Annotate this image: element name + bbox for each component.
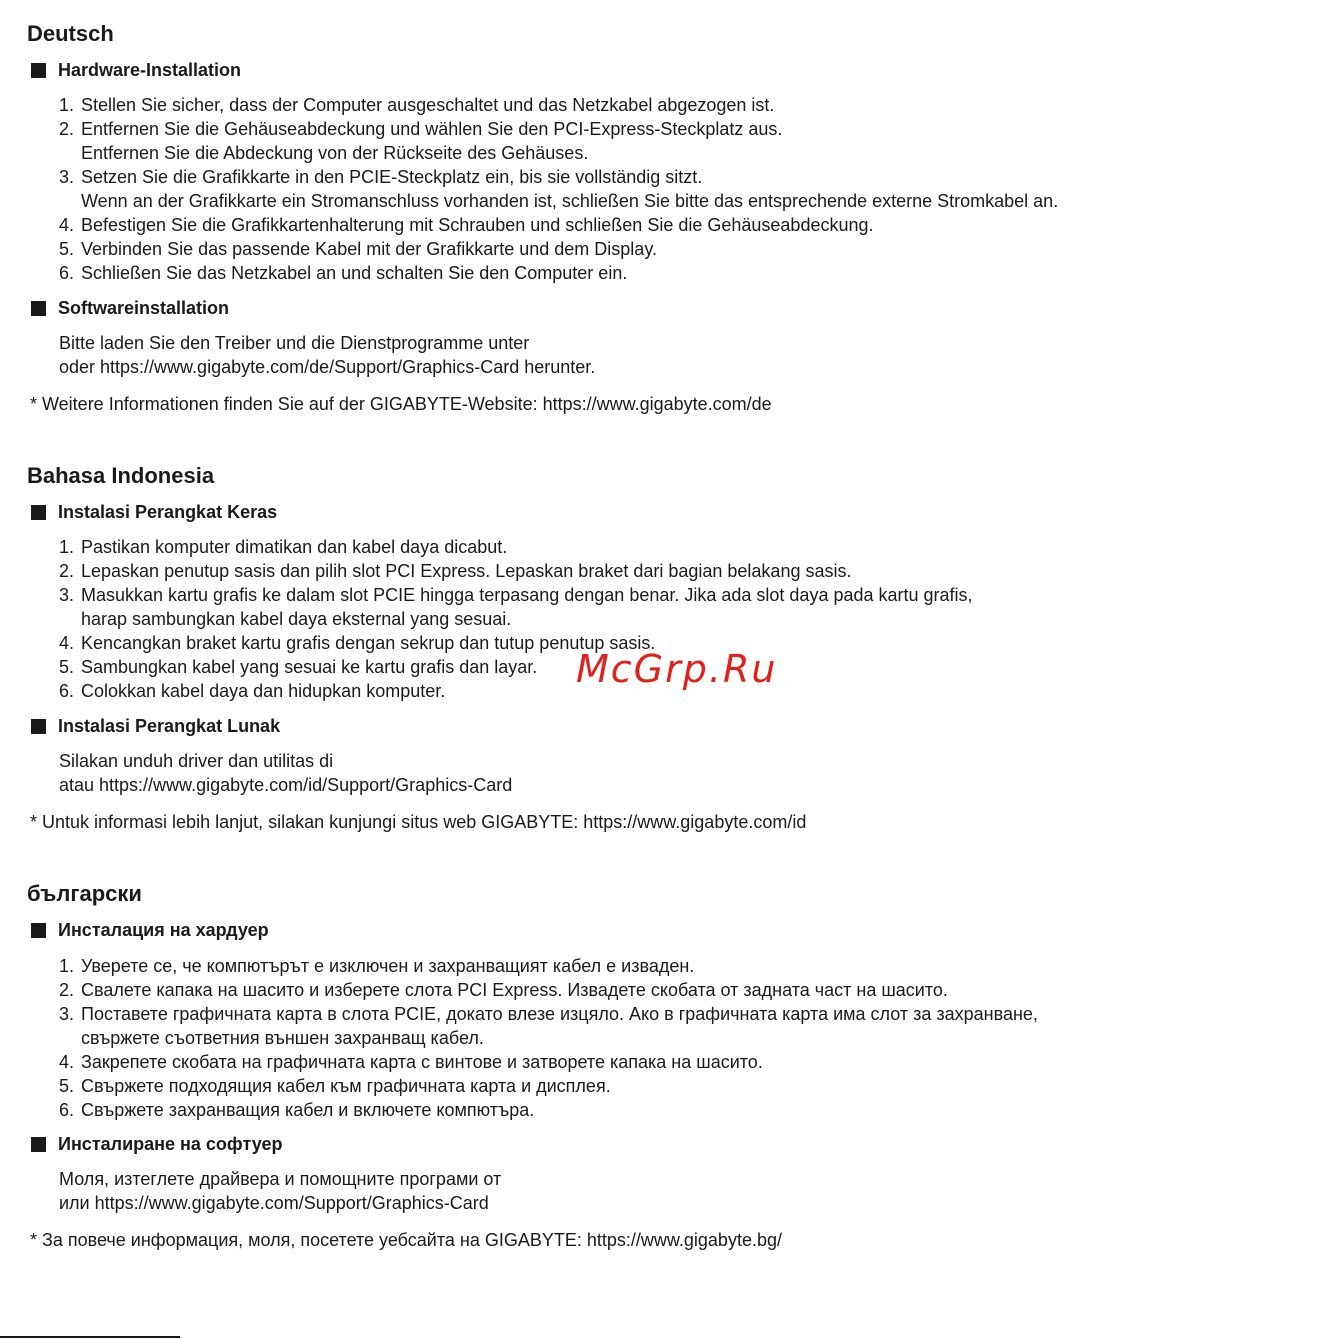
- list-item: 3. Setzen Sie die Grafikkarte in den PCIE-Steckplatz ein, bis sie vollständig sitzt.: [59, 167, 703, 187]
- software-heading: Instalasi Perangkat Lunak: [31, 716, 280, 737]
- list-item: 1. Stellen Sie sicher, dass der Computer ausgeschaltet und das Netzkabel abgezogen ist.: [59, 95, 775, 115]
- bullet-square-icon: [31, 505, 46, 520]
- software-heading: Инсталиране на софтуер: [31, 1134, 282, 1155]
- list-item: 6. Schließen Sie das Netzkabel an und schalten Sie den Computer ein.: [59, 263, 628, 283]
- list-item: 5. Sambungkan kabel yang sesuai ke kartu grafis dan layar.: [59, 657, 538, 677]
- list-item: 1. Pastikan komputer dimatikan dan kabel daya dicabut.: [59, 537, 508, 557]
- bullet-square-icon: [31, 923, 46, 938]
- list-item: 6. Colokkan kabel daya dan hidupkan komputer.: [59, 681, 446, 701]
- list-item: 3. Поставете графичната карта в слота PCIE, докато влезе изцяло. Ако в графичната карта има слот за захранване,: [59, 1004, 1038, 1024]
- list-item-continuation: harap sambungkan kabel daya eksternal yang sesuai.: [81, 609, 512, 629]
- list-item: 2. Entfernen Sie die Gehäuseabdeckung und wählen Sie den PCI-Express-Steckplatz aus.: [59, 119, 783, 139]
- hardware-heading: Инсталация на хардуер: [31, 920, 269, 941]
- footer-divider: [0, 1336, 180, 1338]
- list-item: 2. Lepaskan penutup sasis dan pilih slot PCI Express. Lepaskan braket dari bagian belakang sasis.: [59, 561, 852, 581]
- list-item: 6. Свържете захранващия кабел и включете компютъра.: [59, 1100, 535, 1120]
- list-item-continuation: Wenn an der Grafikkarte ein Stromanschluss vorhanden ist, schließen Sie bitte das entsprechende externe Stromkabel an.: [81, 191, 1059, 211]
- watermark: McGrp.Ru: [576, 647, 778, 691]
- section-title: български: [27, 881, 142, 906]
- software-text: Моля, изтеглете драйвера и помощните програми от или https://www.gigabyte.com/Support/Graphics-Card: [59, 1169, 502, 1213]
- hardware-steps: [59, 93, 1058, 285]
- list-item: 4. Закрепете скобата на графичната карта с винтове и затворете капака на шасито.: [59, 1052, 763, 1072]
- list-item: 2. Свалете капака на шасито и изберете слота PCI Express. Извадете скобата от задната част на шасито.: [59, 980, 948, 1000]
- bullet-square-icon: [31, 1137, 46, 1152]
- software-text: Bitte laden Sie den Treiber und die Dienstprogramme unter oder https://www.gigabyte.com/de/Support/Graphics-Card herunter.: [59, 333, 596, 377]
- hardware-steps: [59, 535, 973, 703]
- list-item-continuation: свържете съответния външен захранващ кабел.: [81, 1028, 484, 1048]
- list-item: 5. Свържете подходящия кабел към графичната карта и дисплея.: [59, 1076, 611, 1096]
- list-item-continuation: Entfernen Sie die Abdeckung von der Rückseite des Gehäuses.: [81, 143, 589, 163]
- hardware-heading: Hardware-Installation: [31, 60, 241, 81]
- section-title: Bahasa Indonesia: [27, 463, 215, 488]
- list-item: 3. Masukkan kartu grafis ke dalam slot PCIE hingga terpasang dengan benar. Jika ada slot daya pada kartu grafis,: [59, 585, 973, 605]
- bullet-square-icon: [31, 63, 46, 78]
- more-info-note: * За повече информация, моля, посетете уебсайта на GIGABYTE: https://www.gigabyte.bg/: [30, 1230, 782, 1250]
- hardware-steps: [59, 954, 1038, 1122]
- list-item: 5. Verbinden Sie das passende Kabel mit der Grafikkarte und dem Display.: [59, 239, 657, 259]
- software-heading: Softwareinstallation: [31, 298, 229, 319]
- more-info-note: * Weitere Informationen finden Sie auf der GIGABYTE-Website: https://www.gigabyte.com/de: [30, 394, 772, 414]
- bullet-square-icon: [31, 719, 46, 734]
- bullet-square-icon: [31, 301, 46, 316]
- list-item: 4. Befestigen Sie die Grafikkartenhalterung mit Schrauben und schließen Sie die Gehäuseabdeckung.: [59, 215, 874, 235]
- hardware-heading: Instalasi Perangkat Keras: [31, 502, 277, 523]
- more-info-note: * Untuk informasi lebih lanjut, silakan kunjungi situs web GIGABYTE: https://www.gigabyte.com/id: [30, 812, 807, 832]
- software-text: Silakan unduh driver dan utilitas di atau https://www.gigabyte.com/id/Support/Graphics-Card: [59, 751, 513, 795]
- section-title: Deutsch: [27, 21, 114, 46]
- list-item: 1. Уверете се, че компютърът е изключен и захранващият кабел е изваден.: [59, 956, 695, 976]
- list-item: 4. Kencangkan braket kartu grafis dengan sekrup dan tutup penutup sasis.: [59, 633, 656, 653]
